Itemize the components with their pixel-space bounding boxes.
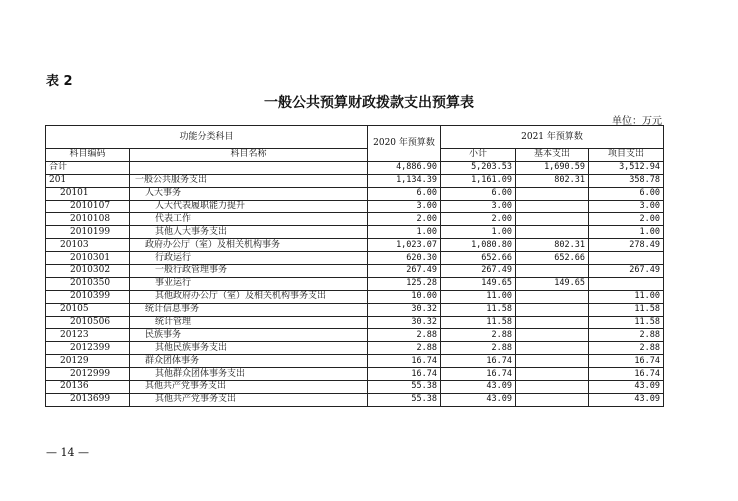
cell-budget-2020: 2.88: [368, 342, 441, 355]
cell-budget-2020: 55.38: [368, 393, 441, 406]
table-row: [46, 226, 664, 239]
cell-code: 2010107: [46, 200, 130, 213]
table-row: [46, 200, 664, 213]
cell-subtotal: 16.74: [441, 355, 516, 368]
header-subtotal: 小计: [441, 149, 516, 162]
table-row: [46, 161, 664, 174]
header-row-bottom: [46, 149, 664, 162]
cell-project: 1.00: [589, 226, 664, 239]
cell-code: 合计: [46, 161, 130, 174]
cell-name: 人大事务: [130, 187, 368, 200]
cell-basic: [516, 187, 589, 200]
cell-name: 其他共产党事务支出: [130, 381, 368, 394]
cell-subtotal: 6.00: [441, 187, 516, 200]
cell-subtotal: 2.00: [441, 213, 516, 226]
cell-project: 11.00: [589, 290, 664, 303]
cell-subtotal: 1.00: [441, 226, 516, 239]
cell-basic: 149.65: [516, 277, 589, 290]
cell-basic: [516, 316, 589, 329]
table-row: [46, 213, 664, 226]
cell-budget-2020: 30.32: [368, 303, 441, 316]
cell-basic: 802.31: [516, 174, 589, 187]
table-row: [46, 303, 664, 316]
cell-project: 11.58: [589, 316, 664, 329]
page-number: — 14 —: [46, 446, 89, 459]
cell-name: 政府办公厅（室）及相关机构事务: [130, 239, 368, 252]
cell-code: 2013699: [46, 393, 130, 406]
cell-code: 2010350: [46, 277, 130, 290]
cell-basic: [516, 290, 589, 303]
cell-name: 其他人大事务支出: [130, 226, 368, 239]
table-label: 表 2: [46, 74, 73, 89]
cell-basic: [516, 381, 589, 394]
cell-subtotal: 1,080.80: [441, 239, 516, 252]
cell-basic: [516, 265, 589, 278]
cell-budget-2020: 620.30: [368, 252, 441, 265]
cell-subtotal: 2.88: [441, 342, 516, 355]
cell-budget-2020: 6.00: [368, 187, 441, 200]
cell-code: 2010301: [46, 252, 130, 265]
cell-project: 43.09: [589, 381, 664, 394]
cell-name: 其他共产党事务支出: [130, 393, 368, 406]
table-row: [46, 329, 664, 342]
table-row: [46, 187, 664, 200]
cell-name: 统计管理: [130, 316, 368, 329]
cell-basic: [516, 355, 589, 368]
table-row: [46, 252, 664, 265]
cell-code: 20123: [46, 329, 130, 342]
table-row: [46, 239, 664, 252]
header-func-category: 功能分类科目: [46, 126, 368, 149]
cell-name: 其他民族事务支出: [130, 342, 368, 355]
unit-label: 单位：万元: [612, 116, 662, 127]
cell-name: 其他群众团体事务支出: [130, 368, 368, 381]
table-row: [46, 393, 664, 406]
cell-subtotal: 11.58: [441, 303, 516, 316]
budget-table: [45, 125, 664, 407]
header-basic: 基本支出: [516, 149, 589, 162]
cell-code: 2010302: [46, 265, 130, 278]
cell-basic: [516, 329, 589, 342]
table-row: [46, 277, 664, 290]
cell-subtotal: 3.00: [441, 200, 516, 213]
cell-name: 代表工作: [130, 213, 368, 226]
header-code: 科目编码: [46, 149, 130, 162]
cell-name: 事业运行: [130, 277, 368, 290]
table-row: [46, 342, 664, 355]
cell-basic: 1,690.59: [516, 161, 589, 174]
table-row: [46, 316, 664, 329]
cell-subtotal: 5,203.53: [441, 161, 516, 174]
cell-code: 2012999: [46, 368, 130, 381]
cell-budget-2020: 30.32: [368, 316, 441, 329]
cell-code: 20136: [46, 381, 130, 394]
table-row: [46, 355, 664, 368]
cell-budget-2020: 2.00: [368, 213, 441, 226]
cell-project: [589, 277, 664, 290]
document-title: 一般公共预算财政拨款支出预算表: [264, 95, 474, 111]
cell-code: 20105: [46, 303, 130, 316]
cell-name: 人大代表履职能力提升: [130, 200, 368, 213]
cell-subtotal: 267.49: [441, 265, 516, 278]
cell-name: 一般公共服务支出: [130, 174, 368, 187]
header-row-top: [46, 126, 664, 149]
table-row: [46, 265, 664, 278]
cell-project: [589, 252, 664, 265]
cell-basic: [516, 393, 589, 406]
table-row: [46, 381, 664, 394]
cell-budget-2020: 55.38: [368, 381, 441, 394]
cell-project: 2.88: [589, 329, 664, 342]
cell-code: 2010199: [46, 226, 130, 239]
cell-project: 11.58: [589, 303, 664, 316]
cell-basic: [516, 226, 589, 239]
cell-project: 43.09: [589, 393, 664, 406]
table-row: [46, 290, 664, 303]
cell-subtotal: 43.09: [441, 393, 516, 406]
cell-name: 其他政府办公厅（室）及相关机构事务支出: [130, 290, 368, 303]
cell-budget-2020: 1.00: [368, 226, 441, 239]
cell-budget-2020: 10.00: [368, 290, 441, 303]
cell-budget-2020: 1,023.07: [368, 239, 441, 252]
cell-code: 20101: [46, 187, 130, 200]
cell-project: 3.00: [589, 200, 664, 213]
cell-name: [130, 161, 368, 174]
cell-budget-2020: 1,134.39: [368, 174, 441, 187]
cell-subtotal: 16.74: [441, 368, 516, 381]
cell-name: 统计信息事务: [130, 303, 368, 316]
table-row: [46, 368, 664, 381]
cell-basic: 802.31: [516, 239, 589, 252]
cell-project: 16.74: [589, 368, 664, 381]
cell-budget-2020: 267.49: [368, 265, 441, 278]
cell-basic: [516, 200, 589, 213]
cell-name: 行政运行: [130, 252, 368, 265]
cell-subtotal: 43.09: [441, 381, 516, 394]
cell-code: 2012399: [46, 342, 130, 355]
cell-code: 2010108: [46, 213, 130, 226]
header-project: 项目支出: [589, 149, 664, 162]
cell-budget-2020: 125.28: [368, 277, 441, 290]
table-body: [46, 161, 664, 406]
cell-project: 278.49: [589, 239, 664, 252]
cell-basic: [516, 303, 589, 316]
cell-project: 6.00: [589, 187, 664, 200]
cell-project: 2.00: [589, 213, 664, 226]
cell-subtotal: 652.66: [441, 252, 516, 265]
cell-project: 16.74: [589, 355, 664, 368]
cell-name: 一般行政管理事务: [130, 265, 368, 278]
cell-code: 20129: [46, 355, 130, 368]
cell-budget-2020: 16.74: [368, 355, 441, 368]
cell-project: 3,512.94: [589, 161, 664, 174]
header-name: 科目名称: [130, 149, 368, 162]
cell-basic: 652.66: [516, 252, 589, 265]
cell-subtotal: 149.65: [441, 277, 516, 290]
cell-name: 民族事务: [130, 329, 368, 342]
table-row: [46, 174, 664, 187]
cell-subtotal: 1,161.09: [441, 174, 516, 187]
cell-subtotal: 2.88: [441, 329, 516, 342]
cell-code: 201: [46, 174, 130, 187]
cell-project: 2.88: [589, 342, 664, 355]
cell-code: 2010399: [46, 290, 130, 303]
cell-project: 267.49: [589, 265, 664, 278]
cell-budget-2020: 2.88: [368, 329, 441, 342]
cell-subtotal: 11.58: [441, 316, 516, 329]
cell-basic: [516, 342, 589, 355]
cell-code: 2010506: [46, 316, 130, 329]
cell-code: 20103: [46, 239, 130, 252]
cell-subtotal: 11.00: [441, 290, 516, 303]
cell-budget-2020: 4,886.90: [368, 161, 441, 174]
cell-basic: [516, 368, 589, 381]
cell-budget-2020: 16.74: [368, 368, 441, 381]
cell-budget-2020: 3.00: [368, 200, 441, 213]
cell-name: 群众团体事务: [130, 355, 368, 368]
cell-basic: [516, 213, 589, 226]
header-budget-2020: 2020 年预算数: [368, 126, 441, 162]
cell-project: 358.78: [589, 174, 664, 187]
header-budget-2021: 2021 年预算数: [441, 126, 664, 149]
